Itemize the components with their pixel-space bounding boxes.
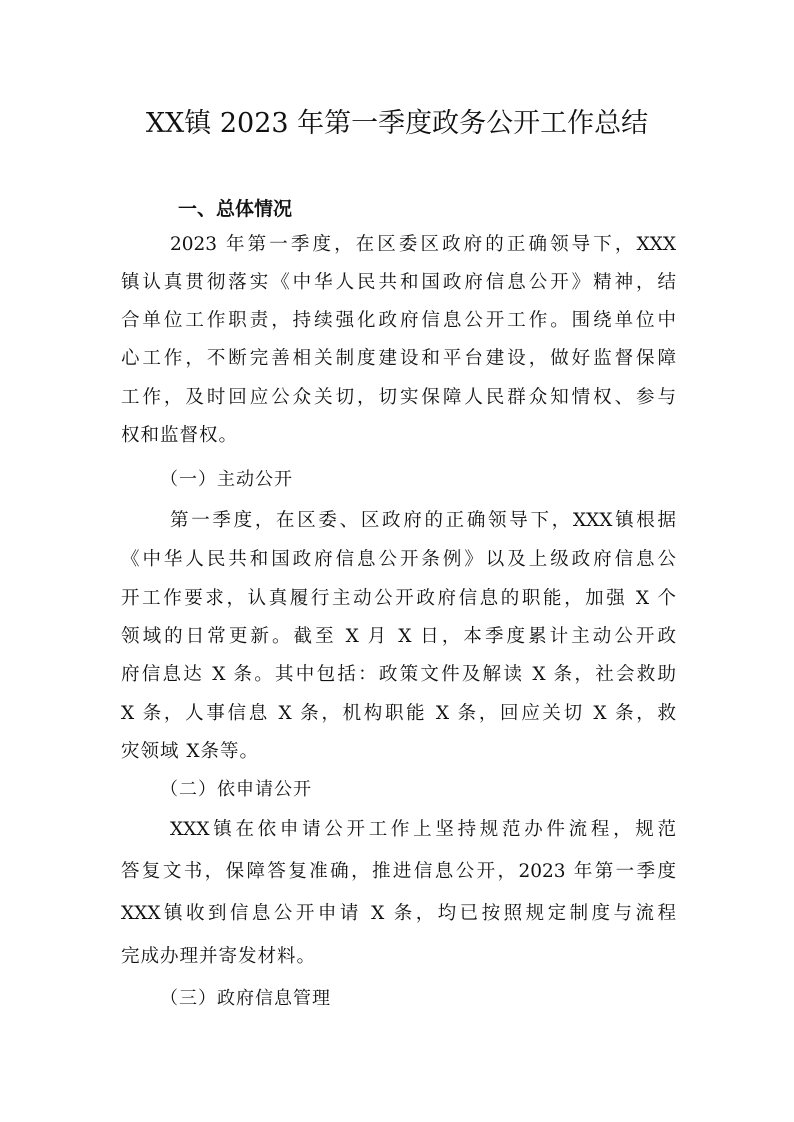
paragraph-line: 合单位工作职责，持续强化政府信息公开工作。围绕单位中 [121, 310, 676, 331]
paragraph-line: XXX镇在依申请公开工作上坚持规范办件流程，规范 [170, 819, 676, 840]
paragraph-line: 镇认真贯彻落实《中华人民共和国政府信息公开》精神，结 [121, 272, 676, 293]
paragraph-line: 心工作，不断完善相关制度建设和平台建设，做好监督保障 [121, 348, 676, 369]
subsection-heading-request-disclosure: （二）依申请公开 [160, 779, 312, 800]
section-heading-overview: 一、总体情况 [178, 198, 293, 220]
paragraph-line: XXX镇收到信息公开申请 X 条，均已按照规定制度与流程 [121, 903, 676, 924]
paragraph-line: 完成办理并寄发材料。 [121, 946, 317, 967]
paragraph-line: 2023 年第一季度，在区委区政府的正确领导下，XXX [170, 234, 676, 255]
paragraph-line: 开工作要求，认真履行主动公开政府信息的职能，加强 X 个 [121, 588, 676, 609]
subsection-heading-active-disclosure: （一）主动公开 [160, 469, 293, 490]
paragraph-line: 权和监督权。 [121, 425, 239, 446]
paragraph-line: 府信息达 X 条。其中包括：政策文件及解读 X 条，社会救助 [121, 664, 676, 685]
paragraph-line: X 条，人事信息 X 条，机构职能 X 条，回应关切 X 条，救 [121, 703, 676, 724]
paragraph-line: 《中华人民共和国政府信息公开条例》以及上级政府信息公 [121, 549, 676, 570]
paragraph-line: 答复文书，保障答复准确，推进信息公开，2023 年第一季度 [121, 861, 676, 882]
paragraph-line: 领域的日常更新。截至 X 月 X 日，本季度累计主动公开政 [121, 626, 676, 647]
paragraph-line: 工作，及时回应公众关切，切实保障人民群众知情权、参与 [121, 387, 676, 408]
subsection-heading-info-management: （三）政府信息管理 [160, 988, 331, 1009]
paragraph-line: 灾领域 X条等。 [121, 741, 260, 762]
paragraph-line: 第一季度，在区委、区政府的正确领导下，XXX镇根据 [170, 510, 676, 531]
document-title: XX镇 2023 年第一季度政务公开工作总结 [145, 108, 649, 139]
